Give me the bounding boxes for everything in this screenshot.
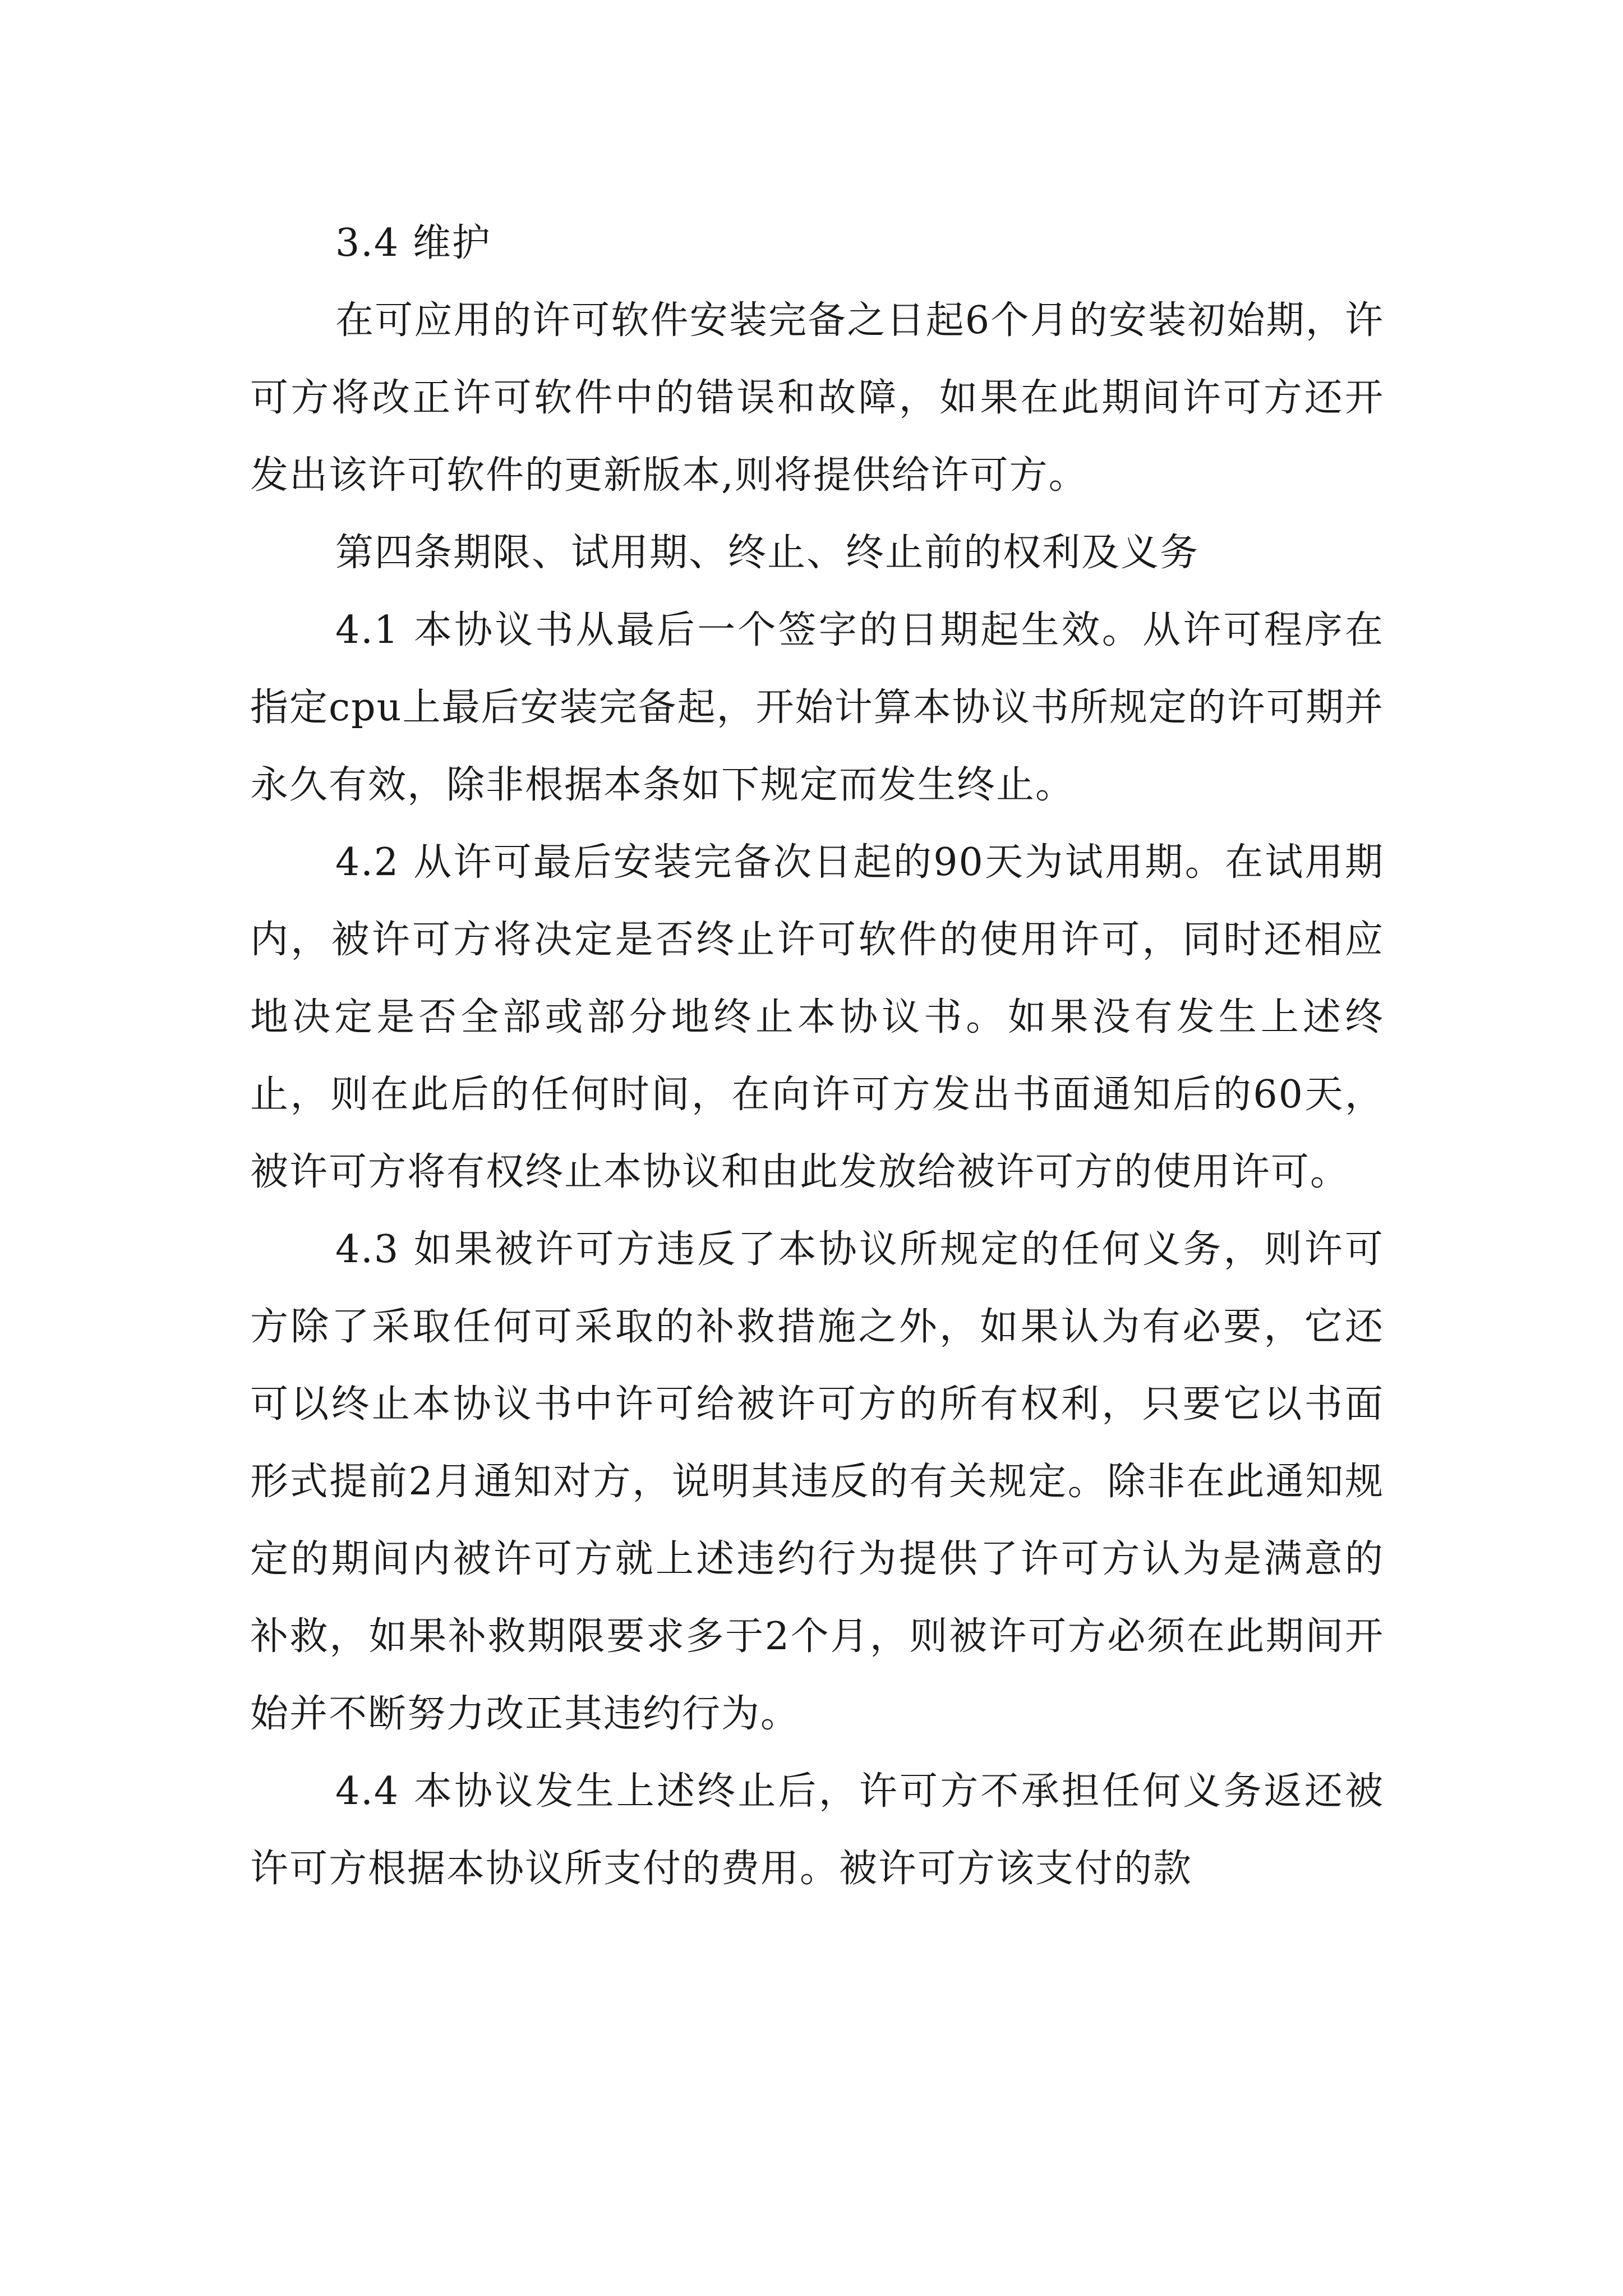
section-heading-maintenance: 3.4 维护 xyxy=(335,221,491,265)
paragraph-4-4: 4.4 本协议发生上述终止后，许可方不承担任何义务返还被许可方根据本协议所支付的费用。被许可方该支付的款 xyxy=(250,1769,1384,1891)
paragraph-4-2: 4.2 从许可最后安装完备次日起的90天为试用期。在试用期内，被许可方将决定是否终止许可软件的使用许可，同时还相应地决定是否全部或部分地终止本协议书。如果没有发生上述终止，则在此后的任何时间，在向许可方发出书面通知后的60天，被许可方将有权终止本协议和由此发放给被许可方的使用许可。 xyxy=(250,840,1384,1194)
paragraph-maintenance-terms: 在可应用的许可软件安装完备之日起6个月的安装初始期，许可方将改正许可软件中的错误和故障，如果在此期间许可方还开发出该许可软件的更新版本,则将提供给许可方。 xyxy=(250,298,1384,498)
article-four-heading: 第四条期限、试用期、终止、终止前的权利及义务 xyxy=(335,531,1200,575)
paragraph-4-1: 4.1 本协议书从最后一个签字的日期起生效。从许可程序在指定cpu上最后安装完备起，开始计算本协议书所规定的许可期并永久有效，除非根据本条如下规定而发生终止。 xyxy=(250,608,1384,807)
document-body xyxy=(250,205,1384,1908)
paragraph-4-3: 4.3 如果被许可方违反了本协议所规定的任何义务，则许可方除了采取任何可采取的补救措施之外，如果认为有必要，它还可以终止本协议书中许可给被许可方的所有权利，只要它以书面形式提前2月通知对方，说明其违反的有关规定。除非在此通知规定的期间内被许可方就上述违约行为提供了许可方认为是满意的补救，如果补救期限要求多于2个月，则被许可方必须在此期间开始并不断努力改正其违约行为。 xyxy=(250,1227,1384,1736)
